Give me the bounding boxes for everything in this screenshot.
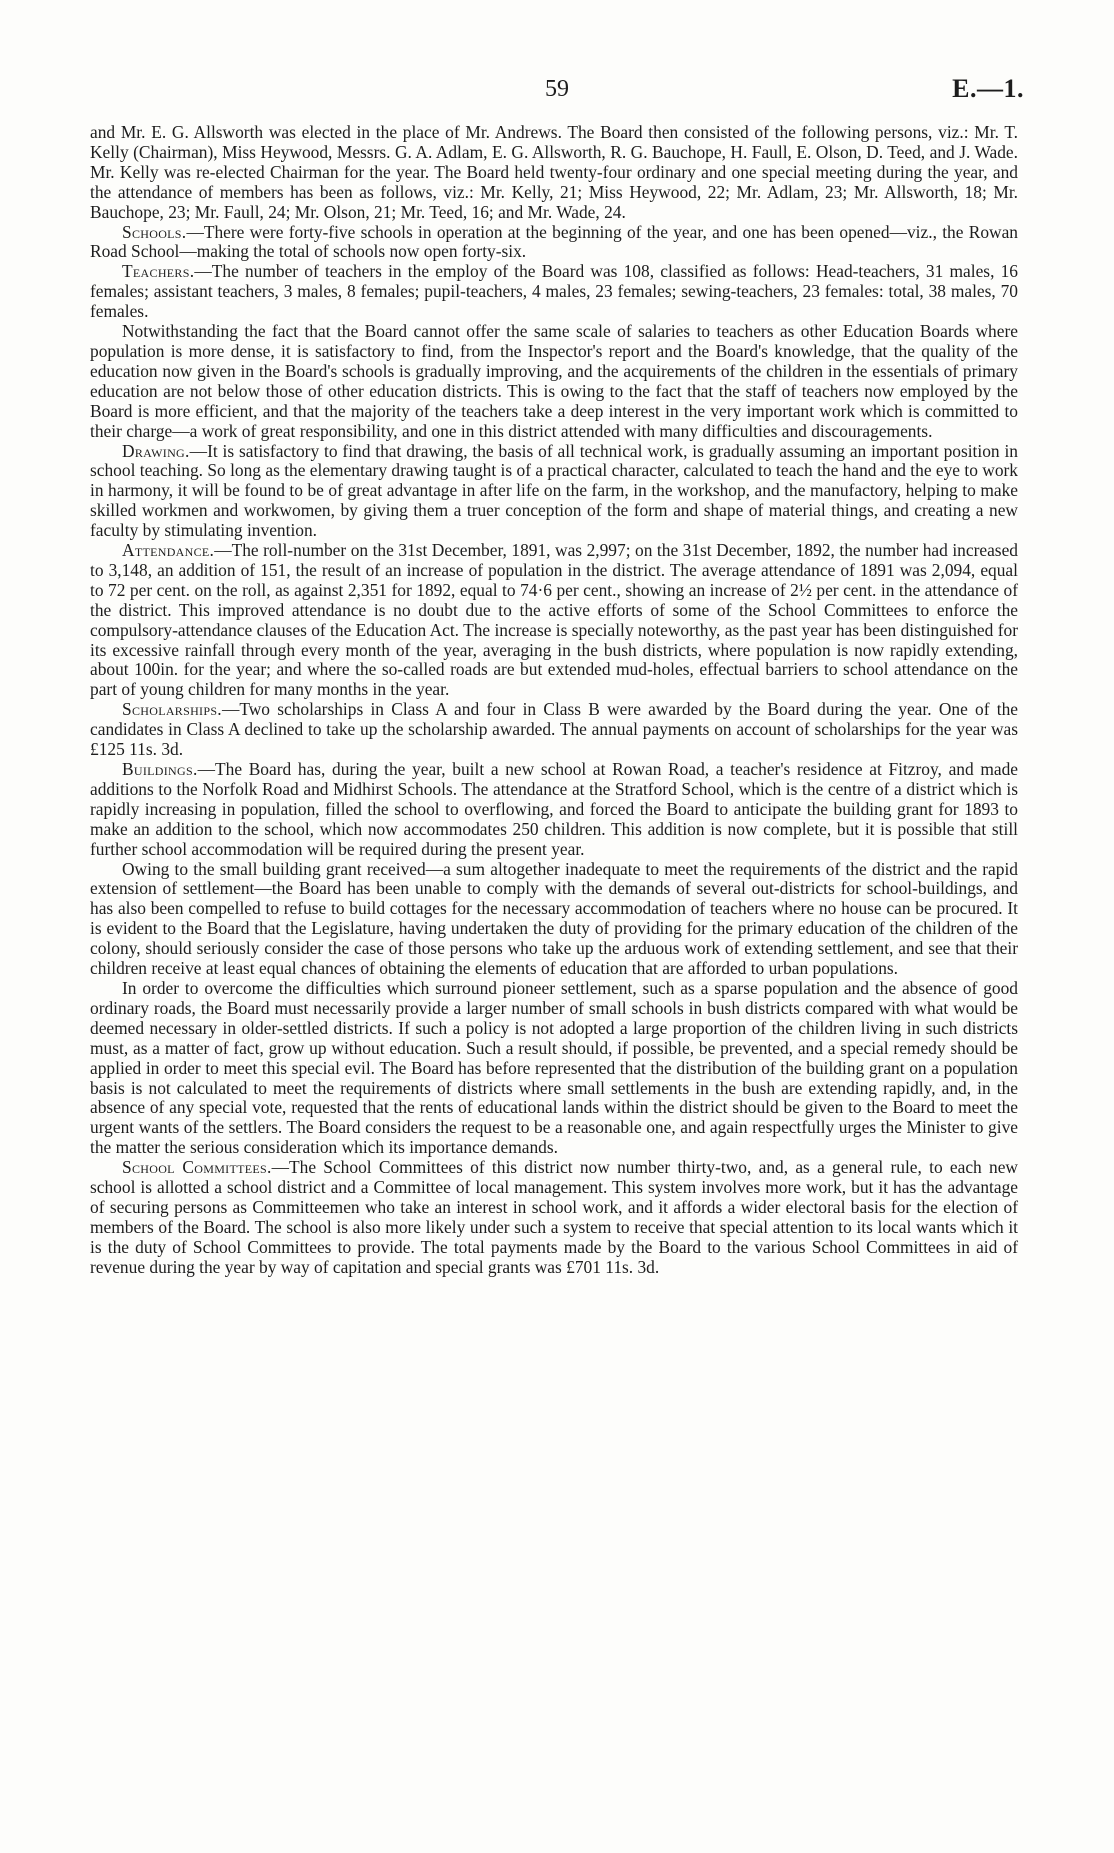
- section-heading: Schools.: [122, 221, 187, 242]
- paragraph-drawing: [90, 442, 1018, 542]
- paragraph-teachers: [90, 262, 1018, 322]
- section-heading: School Committees.: [122, 1157, 272, 1178]
- paragraph-school-committees: [90, 1158, 1018, 1277]
- paragraph-pioneer-settlement: [90, 979, 1018, 1158]
- section-heading: Buildings.: [122, 759, 198, 779]
- section-heading: Attendance.: [122, 540, 215, 561]
- series-reference: E.—1.: [952, 74, 1024, 103]
- paragraph-building-grant: [90, 860, 1018, 979]
- section-heading: Drawing.: [122, 440, 190, 461]
- paragraph-text: —The number of teachers in the employ of the Board was 108, classified as follows: Head-teachers, 31 males, 16 females; assistant teachers, 3 males, 8 females; pupil-teachers, 4 males, 23 females; sewing-teachers, 23 females: total, 38 males, 70 females.: [90, 261, 1018, 322]
- paragraph-schools: [90, 223, 1018, 263]
- paragraph-text: Notwithstanding the fact that the Board cannot offer the same scale of salaries to teachers as other Education Boards where population is more dense, it is satisfactory to find, from the Inspector's report and the Board's knowledge, that the quality of the education now given in the Board's schools is gradually improving, and the acquirements of the children in the essentials of primary education are not below those of other education districts. This is owing to the fact that the staff of teachers now employed by the Board is more efficient, and that the majority of the teachers take a deep interest in the very important work which is committed to their charge—a work of great responsibility, and one in this district attended with many difficulties and discouragements.: [90, 321, 1018, 441]
- paragraph-attendance: [90, 541, 1018, 700]
- paragraph-text: —Two scholarships in Class A and four in Class B were awarded by the Board during the year. One of the candidates in Class A declined to take up the scholarship awarded. The annual payments on account of scholarships for the year was £125 11s. 3d.: [90, 699, 1018, 760]
- paragraph-text: Owing to the small building grant received—a sum altogether inadequate to meet the requirements of the district and the rapid extension of settlement—the Board has been unable to comply with the demands of several out-districts for school-buildings, and has also been compelled to refuse to build cottages for the necessary accommodation of teachers where no house can be procured. It is evident to the Board that the Legislature, having undertaken the duty of providing for the primary education of the children of the colony, should seriously consider the case of those persons who take up the arduous work of extending settlement, and see that their children receive at least equal chances of obtaining the elements of education that are afforded to urban populations.: [90, 858, 1018, 979]
- paragraph-text: In order to overcome the difficulties which surround pioneer settlement, such as a sparse population and the absence of good ordinary roads, the Board must necessarily provide a larger number of small schools in bush districts compared with what would be deemed necessary in older-settled districts. If such a policy is not adopted a large proportion of the children living in such districts must, as a matter of fact, grow up without education. Such a result should, if possible, be prevented, and a special remedy should be applied in order to meet this special evil. The Board has before represented that the distribution of the building grant on a population basis is not calculated to meet the requirements of districts where small settlements in the bush are extending rapidly, and, in the absence of any special vote, requested that the rents of educational lands within the district should be given to the Board to meet the urgent wants of the settlers. The Board considers the request to be a reasonable one, and again respectfully urges the Minister to give the matter the serious consideration which its importance demands.: [90, 977, 1018, 1158]
- section-heading: Teachers.: [122, 261, 195, 282]
- section-heading: Scholarships.: [122, 699, 222, 720]
- paragraph-text: —It is satisfactory to find that drawing, the basis of all technical work, is gradually assuming an important position in school teaching. So long as the elementary drawing taught is of a practical character, calculated to teach the hand and the eye to work in harmony, it will be found to be of great advantage in after life on the farm, in the workshop, and the manufactory, helping to make skilled workmen and workwomen, by giving them a truer conception of the form and shape of material things, and creating a new faculty by stimulating invention.: [90, 440, 1018, 541]
- paragraph-board-members: [90, 123, 1018, 223]
- paragraph-text: —The School Committees of this district now number thirty-two, and, as a general rule, to each new school is allotted a school district and a Committee of local management. This system involves more work, but it has the advantage of securing persons as Committeemen who take an interest in school work, and it affords a wider electoral basis for the election of members of the Board. The school is also more likely under such a system to receive that special attention to its local wants which it is the duty of School Committees to provide. The total payments made by the Board to the various School Committees in aid of revenue during the year by way of capitation and special grants was £701 11s. 3d.: [90, 1157, 1018, 1277]
- paragraph-buildings: [90, 760, 1018, 860]
- body-text: [90, 123, 1018, 1278]
- paragraph-text: —The Board has, during the year, built a new school at Rowan Road, a teacher's residence at Fitzroy, and made additions to the Norfolk Road and Midhirst Schools. The attendance at the Stratford School, which is the centre of a district which is rapidly increasing in population, filled the school to overflowing, and forced the Board to anticipate the building grant for 1893 to make an addition to the school, which now accommodates 250 children. This addition is now complete, but it is possible that still further school accommodation will be required during the present year.: [90, 759, 1018, 859]
- page-header: [90, 72, 1024, 112]
- paragraph-text: —The roll-number on the 31st December, 1891, was 2,997; on the 31st December, 1892, the number had increased to 3,148, an addition of 151, the result of an increase of population in the district. The average attendance of 1891 was 2,094, equal to 72 per cent. on the roll, as against 2,351 for 1892, equal to 74·6 per cent., showing an increase of 2½ per cent. in the attendance of the district. This improved attendance is no doubt due to the active efforts of some of the School Committees to enforce the compulsory-attendance clauses of the Education Act. The increase is specially noteworthy, as the past year has been distinguished for its excessive rainfall through every month of the year, averaging in the bush districts, where population is now rapidly extending, about 100in. for the year; and where the so-called roads are but extended mud-holes, effectual barriers to school attendance on the part of young children for many months in the year.: [90, 540, 1018, 700]
- paragraph-teacher-quality: [90, 322, 1018, 441]
- paragraph-text: —There were forty-five schools in operation at the beginning of the year, and one has been opened—viz., the Rowan Road School—making the total of schools now open forty-six.: [90, 221, 1018, 262]
- paragraph-scholarships: [90, 700, 1018, 760]
- paragraph-text: and Mr. E. G. Allsworth was elected in the place of Mr. Andrews. The Board then consisted of the following persons, viz.: Mr. T. Kelly (Chairman), Miss Heywood, Messrs. G. A. Adlam, E. G. Allsworth, R. G. Bauchope, H. Faull, E. Olson, D. Teed, and J. Wade. Mr. Kelly was re-elected Chairman for the year. The Board held twenty-four ordinary and one special meeting during the year, and the attendance of members has been as follows, viz.: Mr. Kelly, 21; Miss Heywood, 22; Mr. Adlam, 23; Mr. Allsworth, 18; Mr. Bauchope, 23; Mr. Faull, 24; Mr. Olson, 21; Mr. Teed, 16; and Mr. Wade, 24.: [90, 122, 1018, 222]
- page-number: 59: [545, 76, 569, 102]
